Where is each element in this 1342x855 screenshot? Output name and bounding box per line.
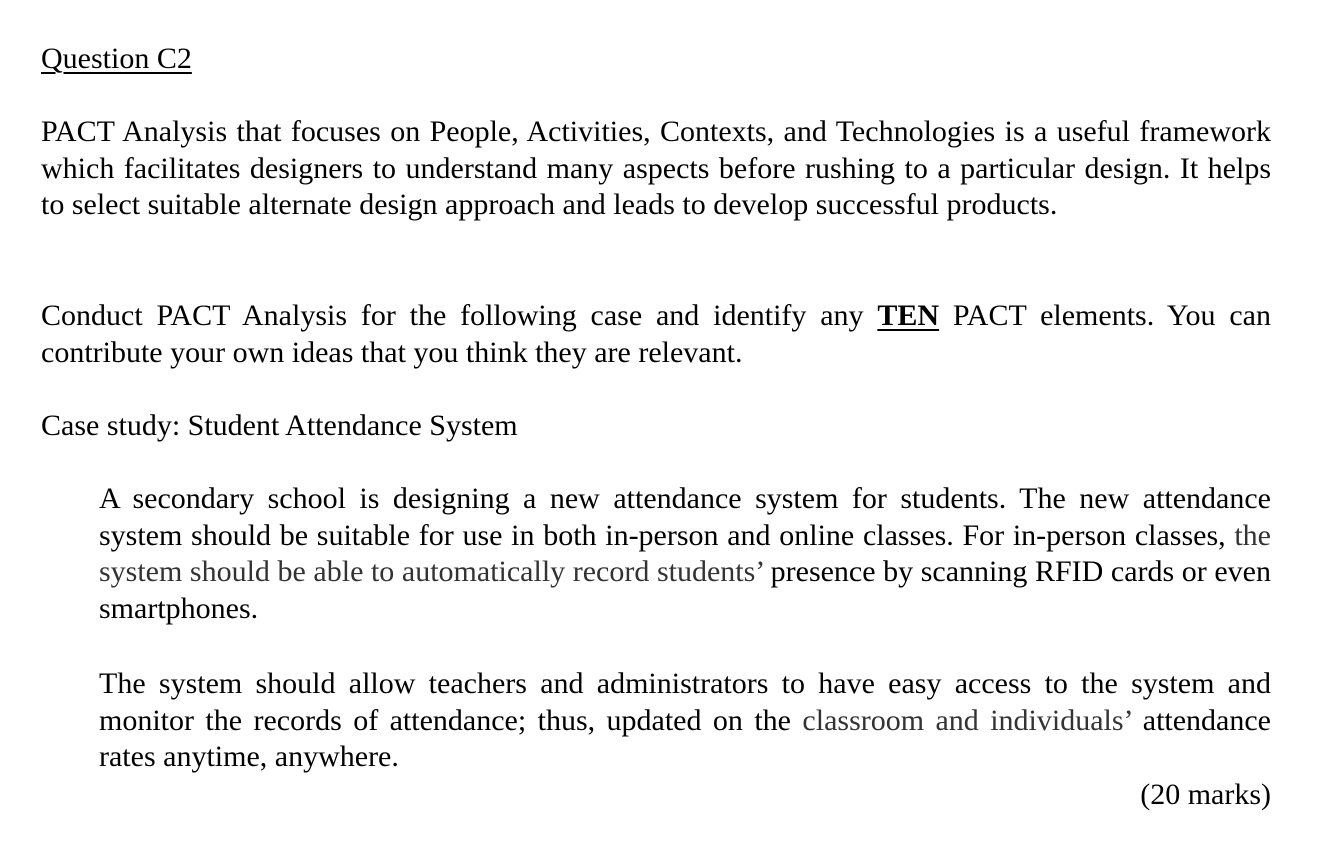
case-p1-part3: presence by scanning RFID cards or even smartphones. <box>99 555 1271 625</box>
case-study-title: Case study: Student Attendance System <box>41 409 518 442</box>
task-emphasis: TEN <box>877 299 940 332</box>
task-text-before: Conduct PACT Analysis for the following case and identify any <box>41 299 878 332</box>
task-text-after: PACT elements. You can contribute your own ideas that you think they are relevant. <box>41 299 1272 369</box>
case-p2-part3: attendance rates anytime, anywhere. <box>99 703 1271 773</box>
case-p2-part2: classroom and individuals’ <box>802 703 1132 737</box>
case-paragraph-2 <box>99 666 1271 776</box>
case-paragraph-1 <box>99 481 1271 627</box>
case-p2-part1: The system should allow teachers and administrators to have easy access to the system and monitor the records of attendance; thus, updated on the <box>99 667 1271 737</box>
case-p1-part2: the system should be able to automatically record students’ <box>99 518 1271 588</box>
case-p1-part1: A secondary school is designing a new attendance system for students. The new attendance system should be suitable for use in both in-person and online classes. For in-person classes, <box>99 482 1271 552</box>
task-paragraph <box>41 298 1271 371</box>
marks-label: (20 marks) <box>1140 778 1271 811</box>
question-heading: Question C2 <box>41 42 192 75</box>
intro-paragraph: PACT Analysis that focuses on People, Activities, Contexts, and Technologies is a useful framework which facilitates designers to understand many aspects before rushing to a particular design. It helps to select suitable alternate design approach and leads to develop successful products. <box>41 115 1271 221</box>
